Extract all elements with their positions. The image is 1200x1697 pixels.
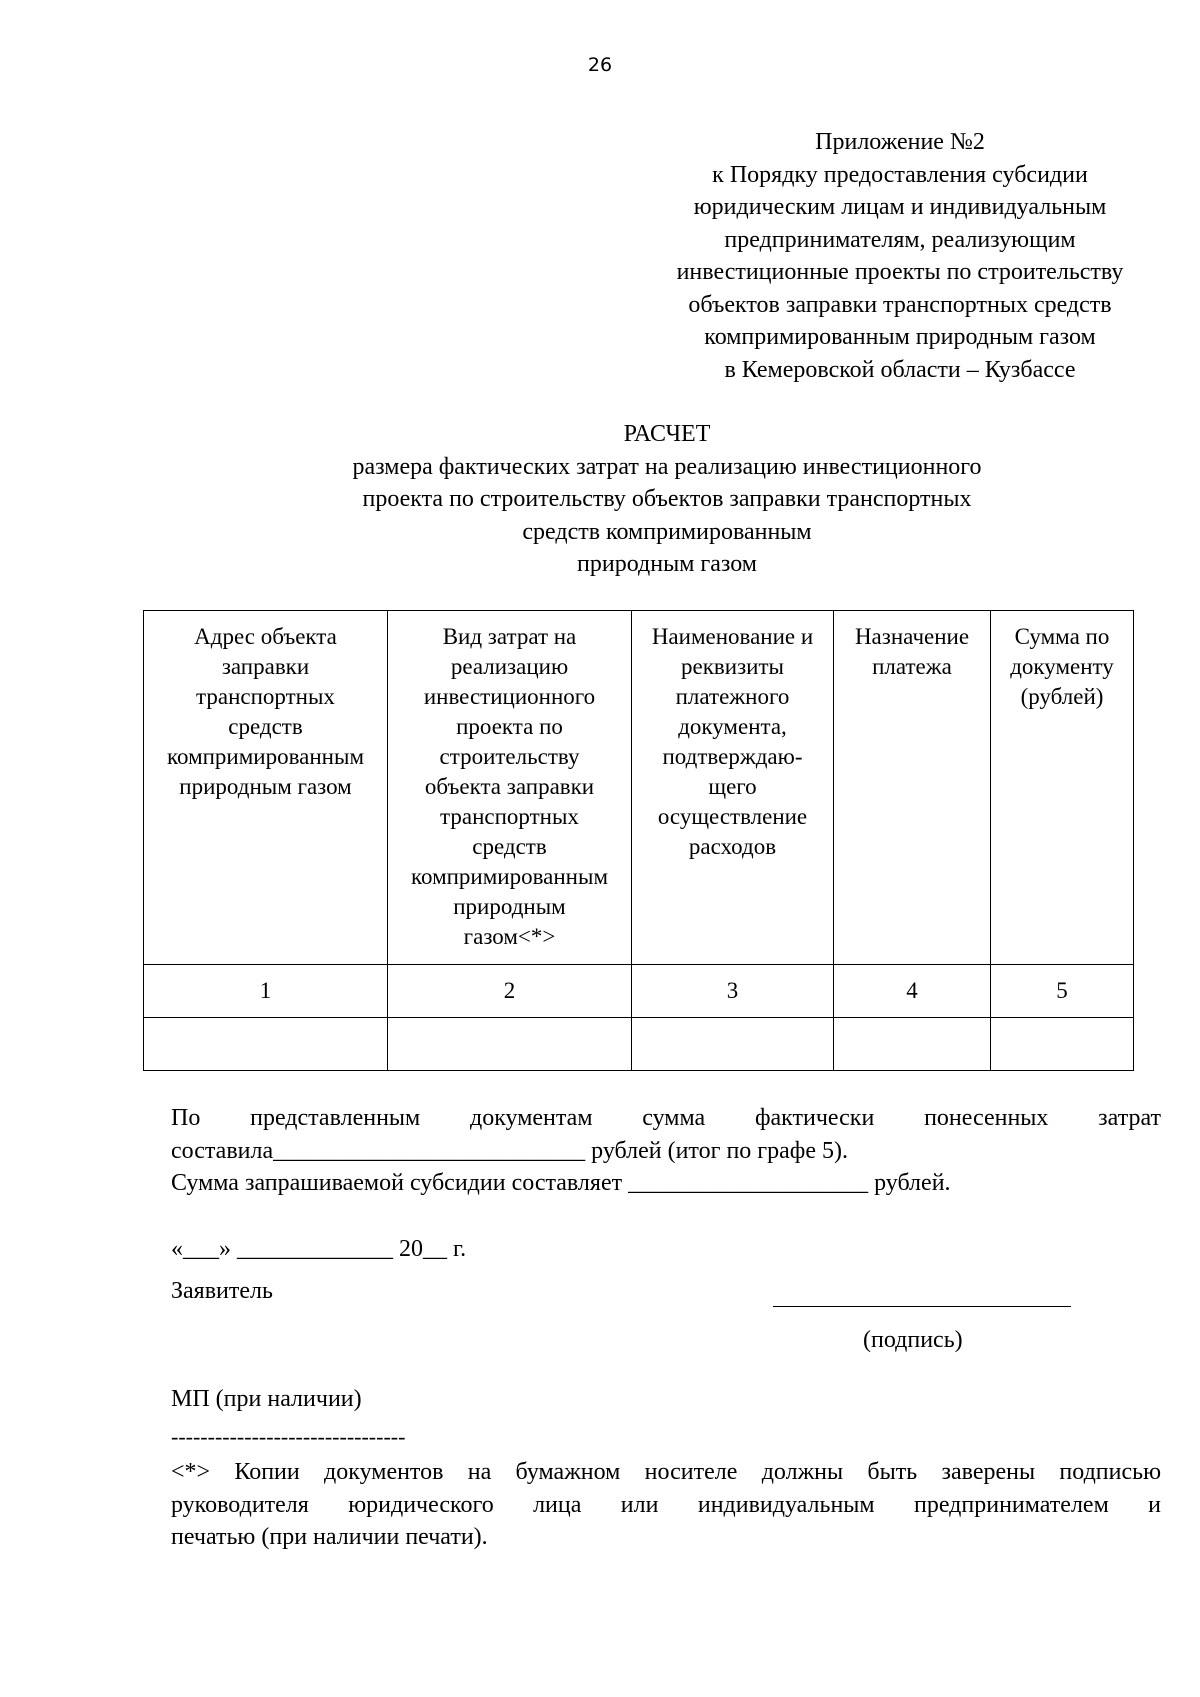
appendix-line: к Порядку предоставления субсидии — [712, 161, 1088, 188]
appendix-line: объектов заправки транспортных средств — [688, 291, 1112, 318]
title-heading: РАСЧЕТ — [623, 421, 711, 447]
header-document-amount: Сумма по документу (рублей) — [991, 611, 1134, 965]
subsidy-amount-blank[interactable]: ____________________ — [628, 1170, 869, 1196]
table-empty-row — [144, 1018, 1134, 1071]
column-number: 2 — [388, 965, 632, 1018]
document-title — [0, 418, 1200, 581]
column-number: 3 — [632, 965, 834, 1018]
table-number-row — [144, 965, 1134, 1018]
header-payment-purpose: Назначение платежа — [834, 611, 991, 965]
table-header-row — [144, 611, 1134, 965]
header-object-address: Адрес объекта заправки транспортных средств компримированным природным газом — [144, 611, 388, 965]
empty-cell[interactable] — [388, 1018, 632, 1071]
expenses-table — [143, 610, 1134, 1071]
footnote-separator: -------------------------------- — [171, 1424, 406, 1449]
footnote-line: руководителя юридического лица или индивидуальным предпринимателем и — [171, 1491, 1161, 1518]
summary-line-1: По представленным документам сумма фактически понесенных затрат — [171, 1105, 1161, 1131]
footnote — [171, 1456, 1161, 1554]
date-line[interactable]: «___» _____________ 20__ г. — [171, 1236, 467, 1262]
applicant-label: Заявитель — [171, 1278, 273, 1304]
column-number: 4 — [834, 965, 991, 1018]
appendix-line: Приложение №2 — [815, 129, 985, 155]
summary-line-3: Сумма запрашиваемой субсидии составляет ____________________ рублей. — [171, 1170, 951, 1196]
total-amount-blank[interactable]: __________________________ — [273, 1137, 586, 1164]
signature-label: (подпись) — [863, 1327, 963, 1353]
summary-paragraph — [171, 1102, 1161, 1200]
appendix-line: инвестиционные проекты по строительству — [676, 259, 1124, 285]
appendix-line: юридическим лицам и индивидуальным — [693, 194, 1107, 220]
empty-cell[interactable] — [144, 1018, 388, 1071]
empty-cell[interactable] — [632, 1018, 834, 1071]
summary-line-2: составила__________________________ рублей (итог по графе 5). — [171, 1137, 848, 1164]
title-line: размера фактических затрат на реализацию инвестиционного — [352, 453, 982, 480]
footnote-line: <*> Копии документов на бумажном носителе должны быть заверены подписью — [171, 1459, 1161, 1485]
header-expense-type: Вид затрат на реализацию инвестиционного проекта по строительству объекта заправки транспортных средств компримированным природным газом<*> — [388, 611, 632, 965]
appendix-line: компримированным природным газом — [704, 324, 1096, 350]
title-line: природным газом — [577, 551, 757, 577]
seal-label: МП (при наличии) — [171, 1386, 362, 1412]
column-number: 5 — [991, 965, 1134, 1018]
signature-line[interactable] — [773, 1306, 1071, 1307]
header-payment-document: Наименование и реквизиты платежного документа, подтверждаю- щего осуществление расходов — [632, 611, 834, 965]
footnote-line: печатью (при наличии печати). — [171, 1524, 488, 1550]
page-number: 26 — [587, 54, 613, 76]
empty-cell[interactable] — [834, 1018, 991, 1071]
appendix-header — [620, 126, 1180, 386]
column-number: 1 — [144, 965, 388, 1018]
title-line: средств компримированным — [522, 518, 812, 545]
appendix-line: предпринимателям, реализующим — [724, 226, 1076, 253]
appendix-line: в Кемеровской области – Кузбассе — [724, 356, 1076, 383]
title-line: проекта по строительству объектов заправки транспортных — [362, 486, 972, 512]
empty-cell[interactable] — [991, 1018, 1134, 1071]
